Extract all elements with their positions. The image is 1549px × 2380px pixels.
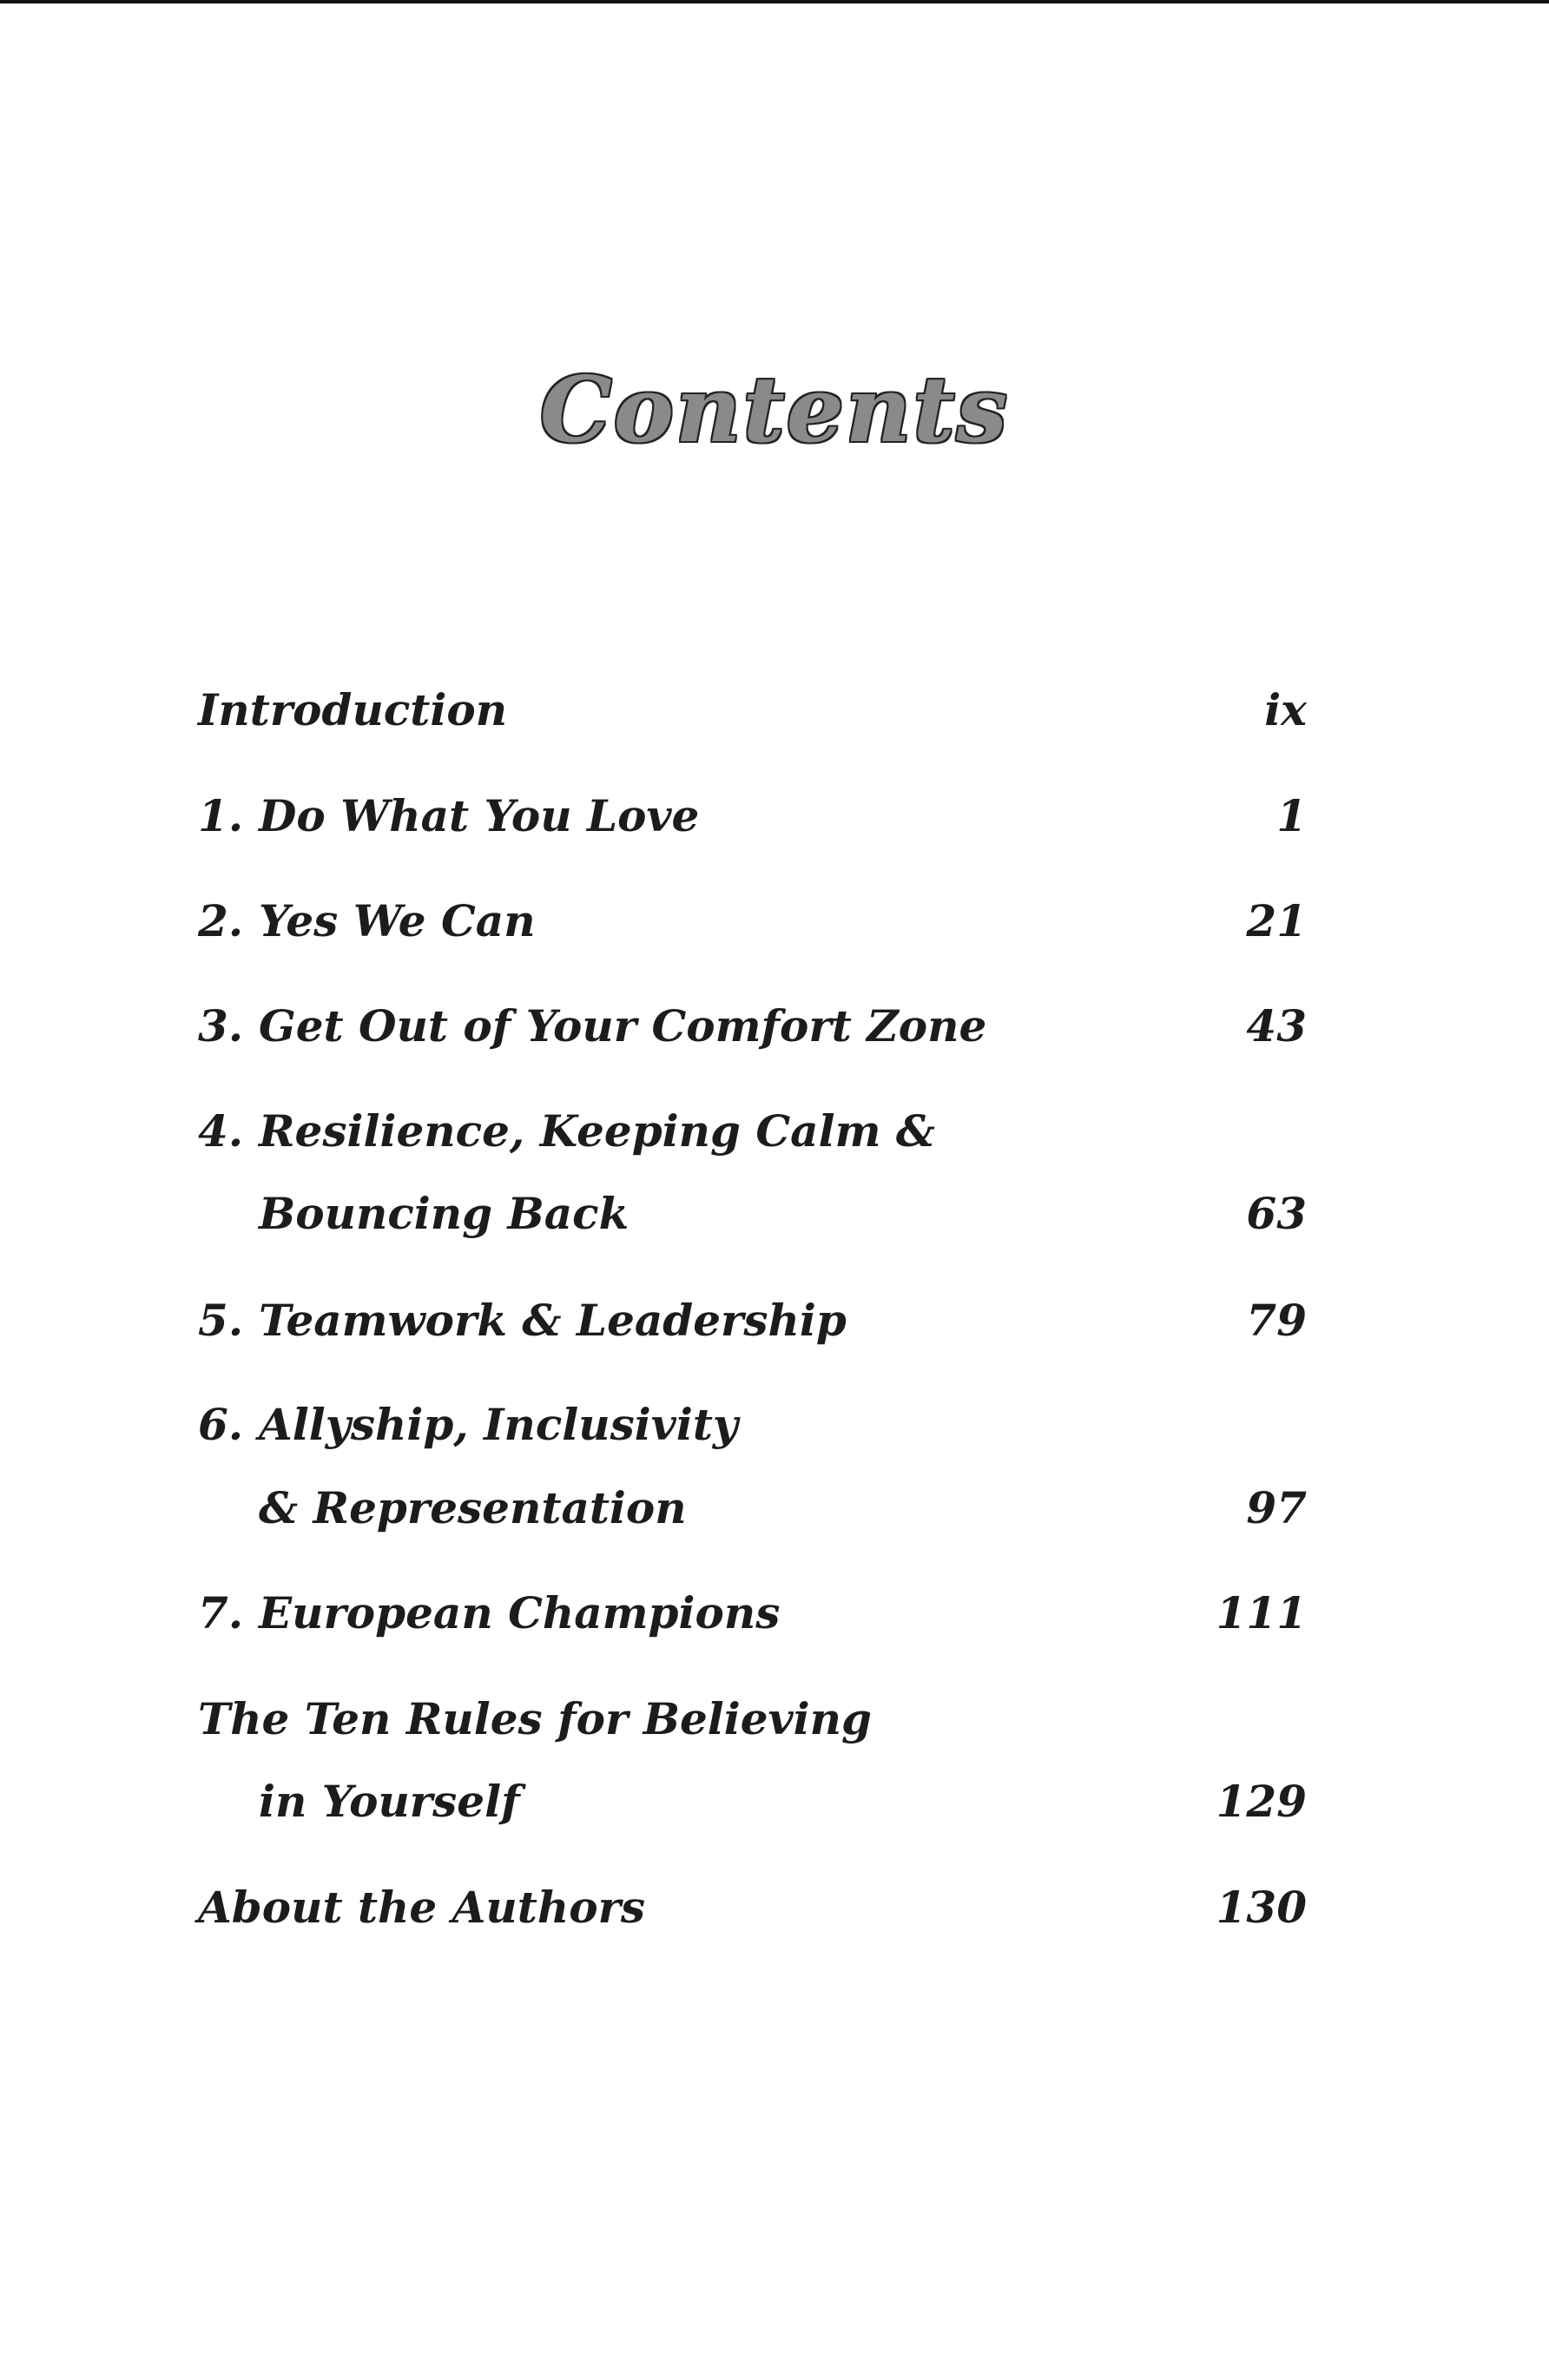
- toc-entry-label: Yes We Can: [259, 895, 536, 946]
- toc-entry-label: Get Out of Your Comfort Zone: [259, 1000, 987, 1052]
- toc-entry-label: Introduction: [198, 684, 508, 735]
- toc-entry-label: Bouncing Back: [259, 1188, 629, 1239]
- top-border-rule: [0, 0, 1549, 3]
- toc-entry-number: 4.: [198, 1105, 244, 1157]
- toc-entry-chapter-4-line-1: [198, 1097, 1307, 1166]
- toc-entry-page: 130: [1216, 1882, 1307, 1933]
- toc-entry-page: 111: [1216, 1587, 1307, 1638]
- toc-entry-number: 2.: [198, 895, 244, 946]
- toc-entry-label: Teamwork & Leadership: [259, 1295, 847, 1346]
- toc-entry-label: European Champions: [259, 1587, 781, 1638]
- toc-entry-ten-rules-line-1: [198, 1684, 1307, 1754]
- toc-entry-page: 43: [1246, 1000, 1307, 1052]
- toc-entry-label: The Ten Rules for Believing: [198, 1693, 872, 1744]
- toc-entry-introduction: [198, 676, 1307, 745]
- toc-entry-number: 7.: [198, 1587, 244, 1638]
- toc-entry-page: 97: [1246, 1482, 1307, 1533]
- toc-entry-page: ix: [1264, 684, 1307, 735]
- toc-entry-chapter-5: [198, 1286, 1307, 1355]
- toc-entry-page: 129: [1216, 1776, 1307, 1827]
- toc-entry-page: 21: [1246, 895, 1307, 946]
- toc-entry-chapter-7: [198, 1579, 1307, 1648]
- toc-entry-label: Resilience, Keeping Calm &: [259, 1105, 936, 1157]
- toc-entry-chapter-4-line-2: [259, 1179, 1307, 1249]
- toc-entry-chapter-3: [198, 992, 1307, 1061]
- toc-entry-number: 3.: [198, 1000, 244, 1052]
- page-title: Contents: [539, 356, 1010, 463]
- toc-entry-page: 63: [1246, 1188, 1307, 1239]
- toc-entry-number: 6.: [198, 1399, 244, 1450]
- toc-entry-label: & Representation: [259, 1482, 687, 1533]
- toc-entry-label: About the Authors: [198, 1882, 646, 1933]
- toc-entry-page: 1: [1276, 790, 1307, 841]
- toc-entry-label: Allyship, Inclusivity: [259, 1399, 738, 1450]
- toc-entry-ten-rules-line-2: [259, 1767, 1307, 1836]
- toc-entry-chapter-6-line-2: [259, 1473, 1307, 1543]
- toc-entry-page: 79: [1246, 1295, 1307, 1346]
- toc-entry-number: 5.: [198, 1295, 244, 1346]
- toc-entry-label: in Yourself: [259, 1776, 520, 1827]
- toc-entry-chapter-6-line-1: [198, 1390, 1307, 1460]
- toc-entry-number: 1.: [198, 790, 244, 841]
- toc-entry-about-authors: [198, 1873, 1307, 1942]
- toc-entry-chapter-2: [198, 887, 1307, 956]
- toc-entry-chapter-1: [198, 781, 1307, 851]
- toc-entry-label: Do What You Love: [259, 790, 700, 841]
